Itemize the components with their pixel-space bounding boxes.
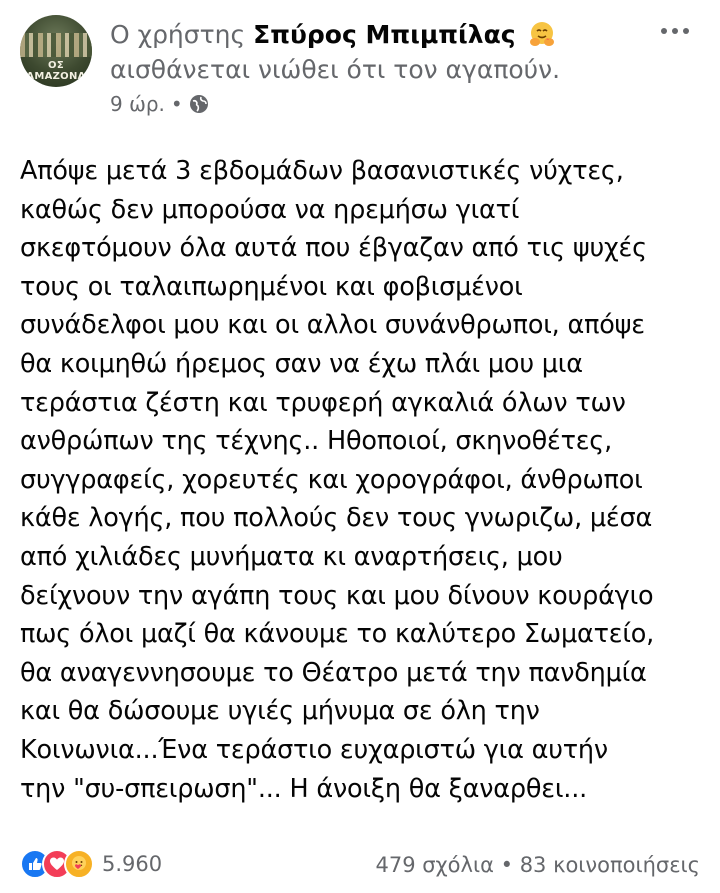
post-header [0, 0, 720, 130]
reaction-count: 5.960 [102, 852, 163, 876]
post-line: τεράστια ζέστη και τρυφερή αγκαλιά όλων των [20, 387, 626, 418]
post-line: συνάδελφοι μου και οι αλλοι συνάνθρωποι, απόψε [20, 310, 645, 341]
author-name[interactable]: Σπύρος Μπιμπίλας [253, 20, 516, 49]
post-line: δείχνουν την αγάπη τους και μου δίνουν κουράγιο [20, 580, 654, 611]
post-line: θα αναγεννησουμε το Θέατρο μετά την πανδημία [20, 657, 647, 688]
more-options-icon[interactable] [655, 22, 695, 40]
post-line: κάθε λογής, που πολλούς δεν τους γνωριζω, μέσα [20, 503, 653, 534]
hug-emoji-icon [528, 20, 556, 48]
avatar[interactable] [20, 15, 92, 87]
post-meta [110, 92, 209, 116]
post-line: Κοινωνια...Ένα τεράστιο ευχαριστώ για αυτήν [20, 734, 608, 765]
post-line: Απόψε μετά 3 εβδομάδων βασανιστικές νύχτες, [20, 156, 624, 186]
post-time[interactable]: 9 ώρ. [110, 92, 165, 116]
post-footer [0, 845, 720, 885]
post-line: από χιλιάδες μυνήματα κι αναρτήσεις, μου [20, 541, 563, 572]
post-line: συγγραφείς, χορευτές και χορογράφοι, άνθρωποι [20, 464, 643, 495]
stats-separator: • [500, 853, 513, 877]
title-prefix: Ο χρήστης [110, 20, 246, 49]
post-line: καθώς δεν μπορούσα να ηρεμήσω γιατί [20, 194, 520, 225]
post-line: ανθρώπων της τέχνης.. Ηθοποιοί, σκηνοθέτες, [20, 426, 612, 457]
post-title [110, 20, 556, 50]
post-line: πως όλοι μαζί θα κάνουμε το καλύτερο Σωματείο, [20, 619, 655, 650]
engagement-stats [375, 853, 700, 877]
feeling-text: αισθάνεται νιώθει ότι τον αγαπούν. [110, 55, 561, 84]
avatar-photo [20, 33, 92, 57]
care-reaction-icon [64, 849, 94, 879]
globe-icon[interactable] [189, 94, 209, 114]
post-line: την "συ-σπειρωση"... Η άνοιξη θα ξαναρθει... [20, 773, 588, 804]
post-text [20, 152, 710, 808]
meta-separator: • [170, 92, 183, 116]
post-line: τους οι ταλαιπωρημένοι και φοβισμένοι [20, 271, 523, 302]
dot [661, 28, 667, 34]
avatar-text: ΟΣ ΑΜΑΖΟΝΑ [26, 60, 86, 82]
shares-count[interactable]: 83 κοινοποιήσεις [519, 853, 700, 877]
comments-count[interactable]: 479 σχόλια [375, 853, 494, 877]
post-line: και θα δώσουμε υγιές μήνυμα σε όλη την [20, 696, 540, 727]
post-line: θα κοιμηθώ ήρεμος σαν να έχω πλάι μου μια [20, 348, 583, 379]
post-line: σκεφτόμουν όλα αυτά που έβγαζαν από τις ψυχές [20, 233, 647, 264]
dot [683, 28, 689, 34]
reactions-summary[interactable] [20, 849, 162, 879]
dot [672, 28, 678, 34]
